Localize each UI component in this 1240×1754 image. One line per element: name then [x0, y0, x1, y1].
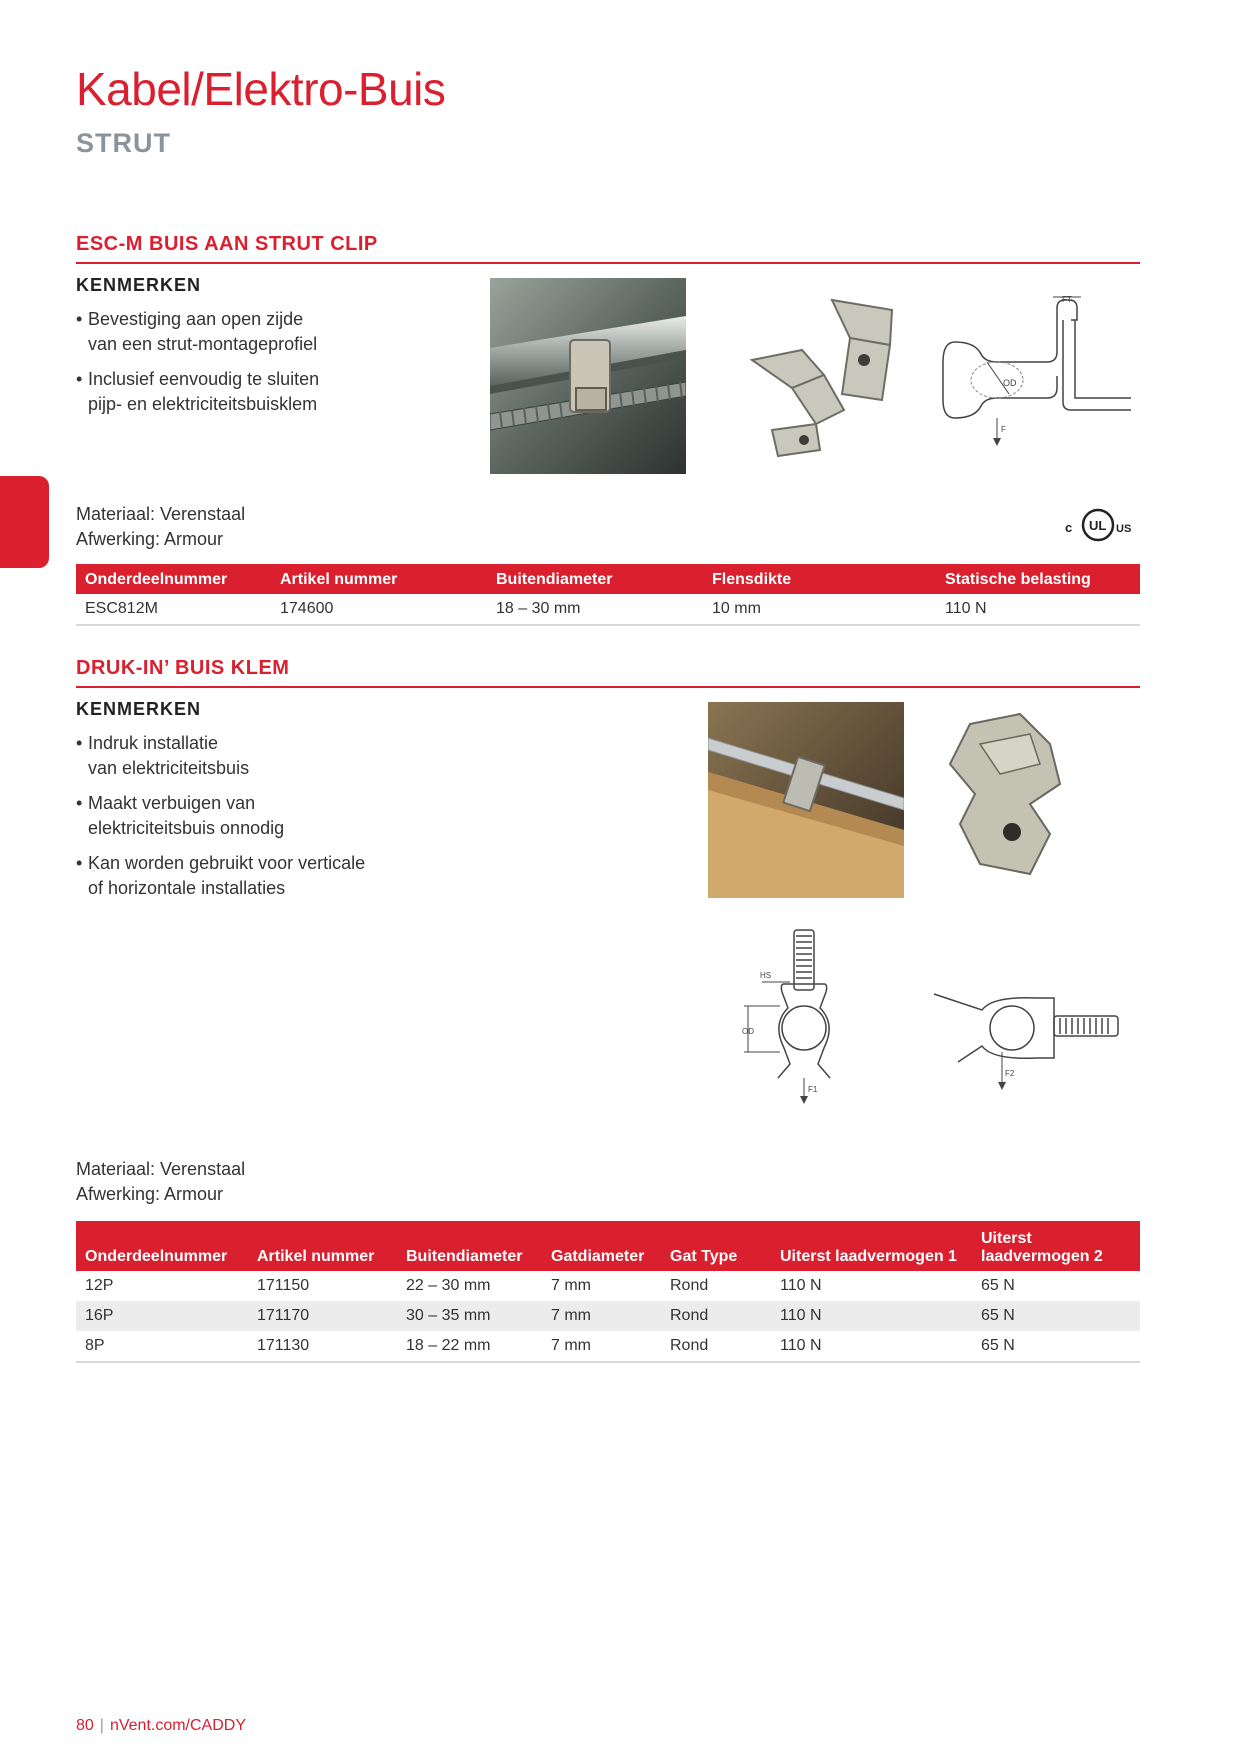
- table-cell: 110 N: [771, 1301, 972, 1331]
- table-cell: 16P: [76, 1301, 248, 1331]
- table-cell: 7 mm: [542, 1331, 661, 1362]
- material-text: Materiaal: Verenstaal: [76, 504, 246, 524]
- table-cell: 10 mm: [703, 594, 936, 625]
- technical-drawing-esc-m: [935, 290, 1135, 460]
- table-row: [76, 1331, 1140, 1362]
- table-cell: 18 – 22 mm: [397, 1331, 542, 1362]
- list-item: • Kan worden gebruikt voor verticale of horizontale installaties: [76, 851, 436, 901]
- column-header: Buitendiameter: [397, 1221, 542, 1271]
- table-cell: 110 N: [780, 1277, 822, 1294]
- column-header: Statische belasting: [936, 564, 1140, 594]
- table-cell: 171130: [248, 1331, 397, 1362]
- features-heading: KENMERKEN: [76, 699, 202, 719]
- table-cell: 65 N: [972, 1301, 1140, 1331]
- spec-table-druk-in: [76, 1221, 1140, 1363]
- product-photo-push-in-clip: [930, 704, 1080, 884]
- section-title-druk-in: DRUK-IN’ BUIS KLEM: [76, 657, 1140, 688]
- features-list: [76, 307, 436, 427]
- drawing-label-od: OD: [1003, 378, 1017, 388]
- material-text: Materiaal: Verenstaal: [76, 1159, 246, 1179]
- table-row: [76, 1271, 1140, 1301]
- side-tab-marker: [0, 476, 49, 568]
- table-cell: 22 – 30 mm: [406, 1277, 491, 1294]
- finish-text: Afwerking: Armour: [76, 1184, 224, 1204]
- section-title-esc-m: ESC-M BUIS AAN STRUT CLIP: [76, 233, 1140, 264]
- finish-text: Afwerking: Armour: [76, 529, 224, 549]
- table-cell: 171170: [248, 1301, 397, 1331]
- table-cell: 174600: [271, 594, 487, 625]
- column-header: Artikel nummer: [271, 564, 487, 594]
- column-header: Onderdeelnummer: [76, 1221, 248, 1271]
- list-item: • Inclusief eenvoudig te sluiten pijp- en elektriciteitsbuisklem: [76, 367, 436, 417]
- table-cell: 110 N: [936, 594, 1140, 625]
- table-cell: 7 mm: [542, 1301, 661, 1331]
- table-cell: Rond: [661, 1301, 771, 1331]
- column-header: Onderdeelnummer: [76, 564, 271, 594]
- product-photo-clip: [732, 290, 922, 460]
- table-cell: 12P: [85, 1277, 114, 1294]
- column-header: Gatdiameter: [542, 1221, 661, 1271]
- table-row: [76, 594, 1140, 625]
- ul-c-text: c: [1065, 520, 1073, 535]
- column-header: Uiterst laadvermogen 1: [771, 1221, 972, 1271]
- product-photo-ceiling-install: [708, 702, 904, 898]
- product-photo-strut-clip: [490, 278, 686, 474]
- column-header: Buitendiameter: [487, 564, 703, 594]
- table-cell: Rond: [661, 1331, 771, 1362]
- list-item: • Bevestiging aan open zijde van een strut-montageprofiel: [76, 307, 436, 357]
- table-row: [76, 1301, 1140, 1331]
- table-cell: 65 N: [981, 1277, 1015, 1294]
- page-number: 80: [76, 1717, 94, 1734]
- column-header: Flensdikte: [703, 564, 936, 594]
- page-title: Kabel/Elektro-Buis: [76, 63, 446, 115]
- table-cell: 171150: [257, 1277, 310, 1294]
- table-cell: 65 N: [972, 1331, 1140, 1362]
- page-footer: [76, 1717, 246, 1735]
- column-header: Gat Type: [661, 1221, 771, 1271]
- features-list: [76, 731, 436, 911]
- column-header: Uiterst laadvermogen 2: [972, 1221, 1140, 1271]
- column-header: Artikel nummer: [248, 1221, 397, 1271]
- footer-url[interactable]: nVent.com/CADDY: [109, 1717, 247, 1734]
- table-cell: 8P: [76, 1331, 248, 1362]
- table-cell: ESC812M: [76, 594, 271, 625]
- drawing-label-od: OD: [742, 1027, 754, 1036]
- drawing-label-ft: FT: [1062, 295, 1072, 304]
- technical-drawing-vertical: [740, 928, 850, 1120]
- ul-certification-logo: [1062, 504, 1142, 544]
- table-cell: 110 N: [771, 1331, 972, 1362]
- drawing-label-f1: F1: [808, 1085, 818, 1094]
- page-subtitle: STRUT: [76, 128, 171, 158]
- technical-drawing-horizontal: [932, 990, 1122, 1100]
- table-cell: 7 mm: [551, 1277, 591, 1294]
- drawing-label-f: F: [1001, 425, 1006, 434]
- features-heading: KENMERKEN: [76, 275, 202, 295]
- table-cell: Rond: [670, 1277, 709, 1294]
- ul-us-text: US: [1116, 523, 1132, 535]
- drawing-label-f2: F2: [1005, 1069, 1015, 1078]
- table-cell: 18 – 30 mm: [487, 594, 703, 625]
- footer-separator: |: [99, 1717, 104, 1734]
- spec-table-esc-m: [76, 564, 1140, 626]
- table-cell: 30 – 35 mm: [397, 1301, 542, 1331]
- drawing-label-hs: HS: [760, 971, 772, 980]
- ul-text: UL: [1089, 518, 1107, 533]
- list-item: • Indruk installatie van elektriciteitsbuis: [76, 731, 436, 781]
- list-item: • Maakt verbuigen van elektriciteitsbuis onnodig: [76, 791, 436, 841]
